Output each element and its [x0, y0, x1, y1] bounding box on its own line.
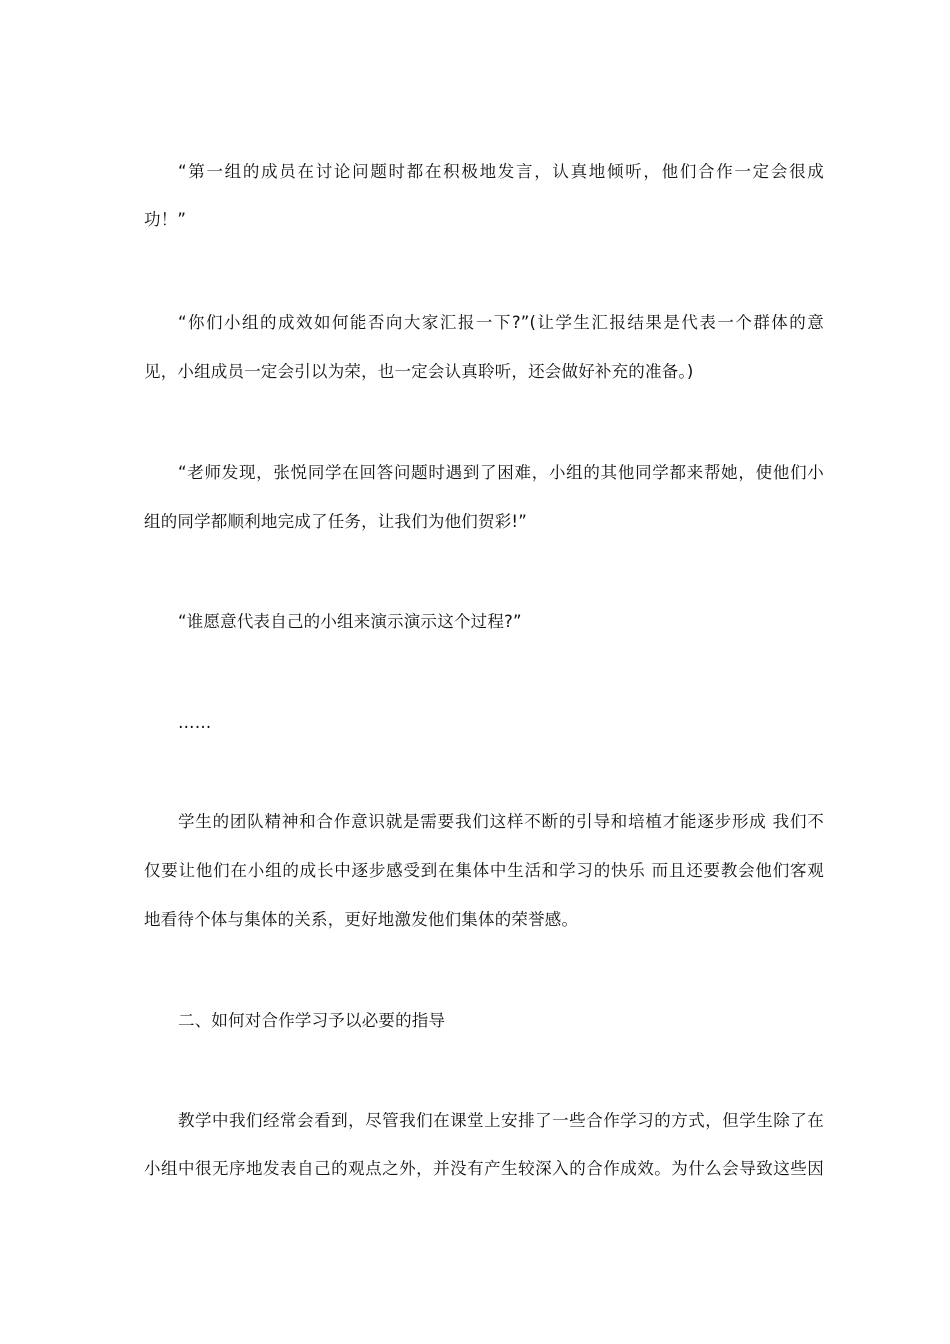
- paragraph-5-ellipsis: ……: [178, 713, 212, 732]
- paragraph-8-line-2: 小组中很无序地发表自己的观点之外，并没有产生较深入的合作成效。为什么会导致这些因: [144, 1159, 824, 1178]
- paragraph-6-line-1: 学生的团队精神和合作意识就是需要我们这样不断的引导和培植才能逐步形成 我们不: [178, 812, 824, 831]
- section-heading: 二、如何对合作学习予以必要的指导: [178, 1011, 446, 1030]
- paragraph-1-line-2: 功！”: [144, 210, 187, 229]
- paragraph-1-line-1: “第一组的成员在讨论问题时都在积极地发言，认真地倾听，他们合作一定会很成: [178, 162, 824, 181]
- paragraph-8-line-1: 教学中我们经常会看到，尽管我们在课堂上安排了一些合作学习的方式，但学生除了在: [178, 1111, 824, 1130]
- paragraph-4-line-1: “谁愿意代表自己的小组来演示演示这个过程?”: [178, 612, 522, 631]
- paragraph-6-line-3: 地看待个体与集体的关系，更好地激发他们集体的荣誉感。: [144, 910, 579, 929]
- paragraph-6-line-2: 仅要让他们在小组的成长中逐步感受到在集体中生活和学习的快乐 而且还要教会他们客观: [144, 861, 824, 880]
- paragraph-2-line-1: “你们小组的成效如何能否向大家汇报一下?”(让学生汇报结果是代表一个群体的意: [178, 313, 824, 332]
- paragraph-3-line-1: “老师发现，张悦同学在回答问题时遇到了困难，小组的其他同学都来帮她，使他们小: [178, 463, 824, 482]
- paragraph-2-line-2: 见，小组成员一定会引以为荣，也一定会认真聆听，还会做好补充的准备。): [144, 362, 694, 381]
- paragraph-3-line-2: 组的同学都顺利地完成了任务，让我们为他们贺彩!”: [144, 512, 527, 531]
